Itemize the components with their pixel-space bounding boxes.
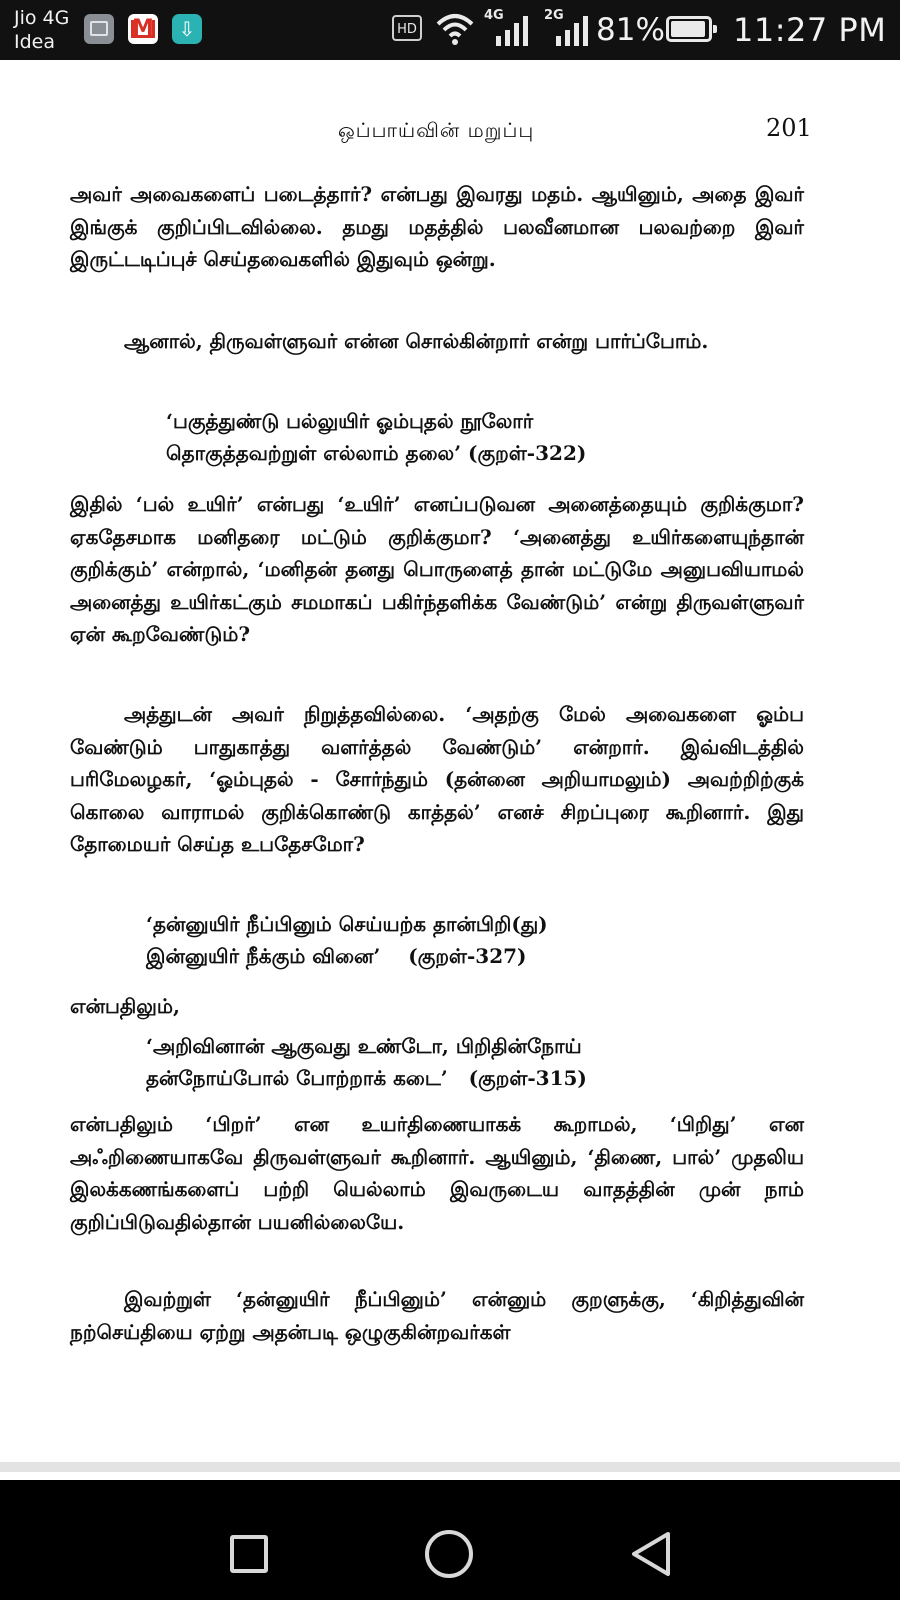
network-1-label: 4G [484,8,504,23]
carrier-label [14,6,69,54]
running-head: ஒப்பாய்வின் மறுப்பு [338,118,535,142]
carrier-line-2: Idea [14,31,55,53]
kural-2-line-2: இன்னுயிர் நீக்கும் வினை’ (குறள்-327) [146,944,527,968]
paragraph-6: என்பதிலும் ‘பிறர்’ என உயர்திணையாகக் கூறாமல், ‘பிறிது’ என அஃறிணையாகவே திருவள்ளுவர் கூறினார். ஆயினும், ‘திணை, பால்’ முதலிய இலக்கணங்களைப் பற்றி யெல்லாம் இவருடைய வாதத்தின் முன் நாம் குறிப்பிடுவதில்தான் பயனில்லையே. [70,1112,804,1234]
battery-percent: 81% [596,12,665,48]
clock: 11:27 PM [733,11,887,49]
hd-badge: HD [392,15,422,41]
recent-apps-button[interactable] [230,1535,268,1573]
paragraph-5: என்பதிலும், [70,994,180,1018]
signal-1-icon [492,14,532,46]
kural-3-line-2: தன்நோய்போல் போற்றாக் கடை’ (குறள்-315) [146,1066,587,1090]
kural-1-line-1: ‘பகுத்துண்டு பல்லுயிர் ஓம்புதல் நூலோர் [166,409,534,433]
paragraph-7: இவற்றுள் ‘தன்னுயிர் நீப்பினும்’ என்னும் குறளுக்கு, ‘கிறித்துவின் நற்செய்தியை ஏற்று அதன்படி ஒழுகுகின்றவர்கள் [70,1287,804,1344]
paragraph-2: ஆனால், திருவள்ளுவர் என்ன சொல்கின்றார் என்று பார்ப்போம். [124,329,709,353]
page-separator [0,1462,900,1472]
gallery-icon[interactable] [84,14,114,44]
signal-2-icon [552,14,592,46]
home-button[interactable] [425,1530,473,1578]
paragraph-4: அத்துடன் அவர் நிறுத்தவில்லை. ‘அதற்கு மேல் அவைகளை ஓம்ப வேண்டும் பாதுகாத்து வளர்த்தல் வேண்டும்’ என்றார். இவ்விடத்தில் பரிமேலழகர், ‘ஓம்புதல் - சோர்ந்தும் (தன்னை அறியாமலும்) அவற்றிற்குக் கொலை வாராமல் குறிக்கொண்டு காத்தல்’ எனச் சிறப்புரை கூறினார். இது தோமையர் செய்த உபதேசமோ? [70,702,804,856]
paragraph-1: அவர் அவைகளைப் படைத்தார்? என்பது இவரது மதம். ஆயினும், அதை இவர் இங்குக் குறிப்பிடவில்லை. தமது மதத்தில் பலவீனமான பலவற்றை இவர் இருட்டடிப்புச் செய்தவைகளில் இதுவும் ஒன்று. [70,182,804,271]
download-icon[interactable]: ⇩ [172,14,202,44]
network-2-label: 2G [544,8,564,23]
page-number: 201 [766,114,812,142]
kural-3-line-1: ‘அறிவினான் ஆகுவது உண்டோ, பிறிதின்நோய் [146,1034,582,1058]
paragraph-3: இதில் ‘பல் உயிர்’ என்பது ‘உயிர்’ எனப்படுவன அனைத்தையும் குறிக்குமா? ஏகதேசமாக மனிதரை மட்டும் குறிக்குமா? ‘அனைத்து உயிர்களையுந்தான் குறிக்கும்’ என்றால், ‘மனிதன் தனது பொருளைத் தான் மட்டுமே அனுபவியாமல் அனைத்து உயிர்கட்கும் சமமாகப் பகிர்ந்தளிக்க வேண்டும்’ என்று திருவள்ளுவர் ஏன் கூறவேண்டும்? [70,492,804,646]
kural-1-line-2: தொகுத்தவற்றுள் எல்லாம் தலை’ (குறள்-322) [166,441,587,465]
back-button[interactable] [628,1530,674,1578]
status-bar [0,0,900,60]
gmail-icon[interactable] [128,14,158,44]
carrier-line-1: Jio 4G [14,7,70,29]
kural-2-line-1: ‘தன்னுயிர் நீப்பினும் செய்யற்க தான்பிறி(து) [146,912,548,936]
wifi-icon [436,10,474,48]
battery-icon [666,16,712,42]
